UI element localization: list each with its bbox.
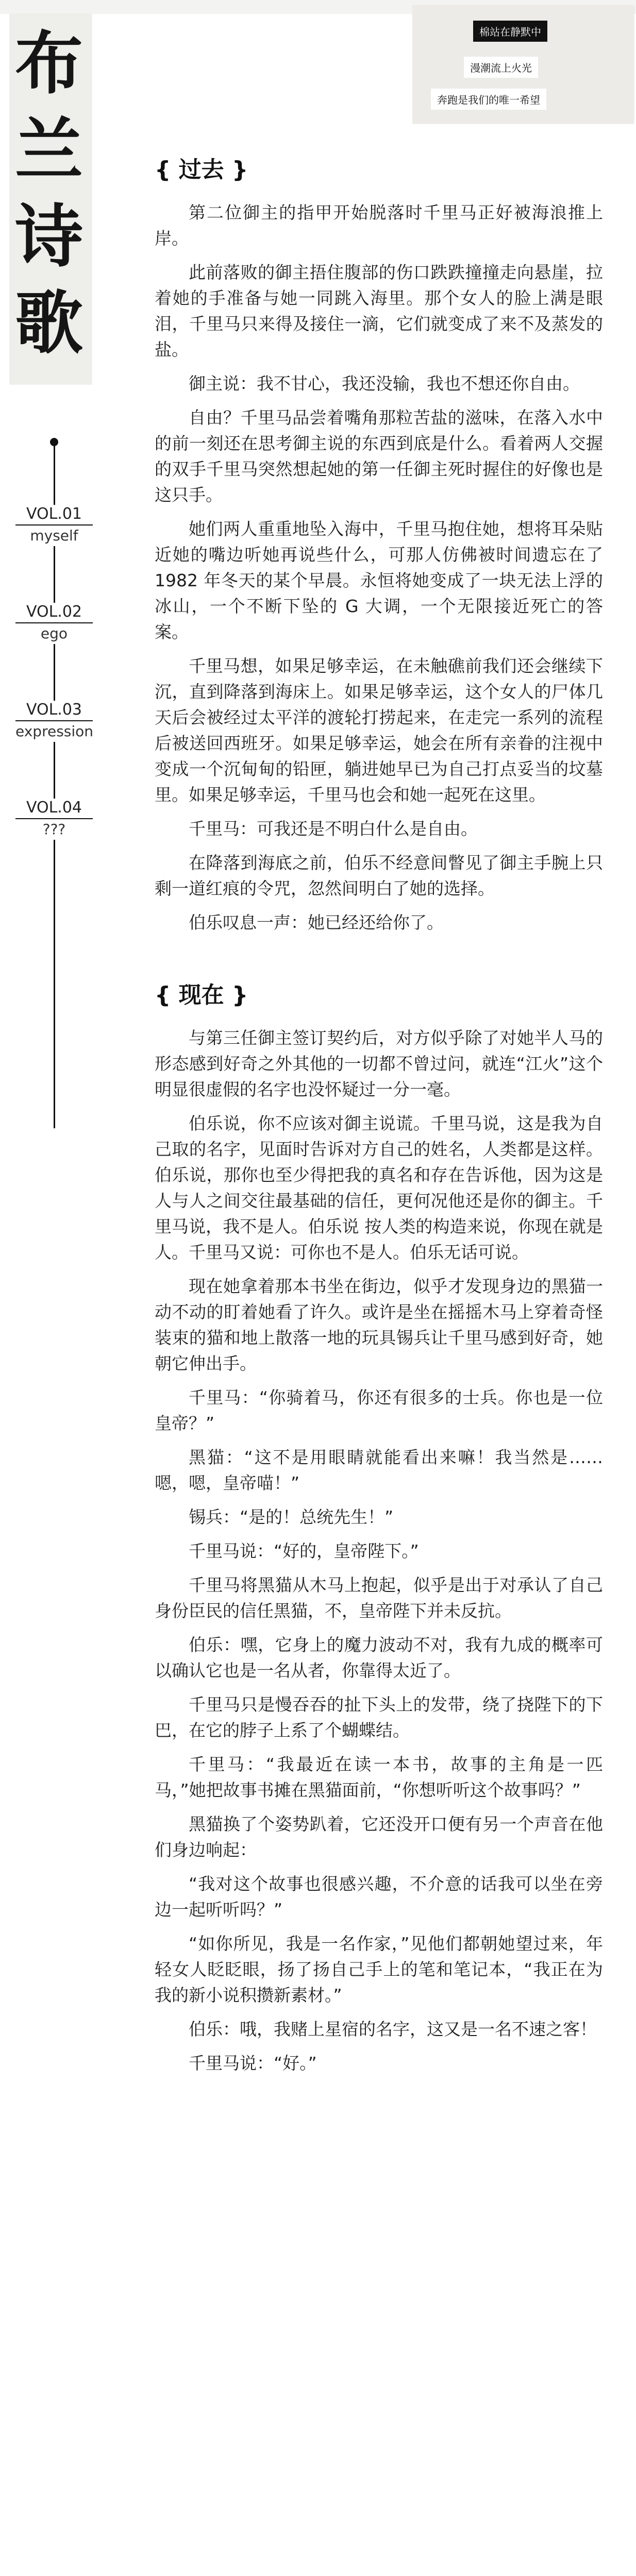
paragraph: 千里马想，如果足够幸运，在未触礁前我们还会继续下沉，直到降落到海床上。如果足够幸运，这个女人的尸体几天后会被经过太平洋的渡轮打捞起来，在走完一系列的流程后被送回西班牙。如果足够幸运，她会在所有亲眷的注视中变成一个沉甸甸的铅匣，躺进她早已为自己打点妥当的坟墓里。如果足够幸运，千里马也会和她一起死在这里。: [155, 656, 603, 805]
paragraph: 伯乐叹息一声：她已经还给你了。: [189, 912, 444, 933]
paragraph: 与第三任御主签订契约后，对方似乎除了对她半人马的形态感到好奇之外其他的一切都不曾过问，就连“江火”这个明显很虚假的名字也没怀疑过一分一毫。: [155, 1028, 603, 1099]
volume-label: VOL.03: [15, 701, 93, 721]
title-char: 兰: [15, 110, 83, 190]
title-char: 歌: [15, 283, 83, 363]
paragraph: 千里马只是慢吞吞的扯下头上的发带，绕了挠陛下的下巴，在它的脖子上系了个蝴蝶结。: [155, 1694, 603, 1740]
note-line: 棉站在静默中: [473, 21, 547, 42]
paragraph: 千里马：“我最近在读一本书，故事的主角是一匹马，”她把故事书摊在黑猫面前，“你想听听这个故事吗？”: [155, 1754, 603, 1800]
note-line: 漫潮流上火光: [464, 57, 538, 78]
section-divider: [155, 944, 603, 980]
paragraph: 伯乐：嘿，它身上的魔力波动不对，我有九成的概率可以确认它也是一名从者，你靠得太近了。: [155, 1635, 603, 1681]
volume-subtitle: ego: [40, 625, 68, 642]
paragraph: 千里马说：“好的，皇帝陛下。”: [189, 1541, 419, 1561]
paragraph: 锡兵：“是的！总统先生！”: [189, 1507, 394, 1527]
volume-timeline: [15, 438, 93, 1128]
paragraph: 黑猫换了个姿势趴着，它还没开口便有另一个声音在他们身边响起：: [155, 1814, 603, 1860]
timeline-dot-top: [50, 438, 58, 446]
volume-label: VOL.02: [15, 603, 93, 623]
volume-subtitle: ???: [42, 821, 66, 838]
paragraph: 伯乐说，你不应该对御主说谎。千里马说，这是我为自己取的名字，见面时告诉对方自己的姓名，人类都是这样。伯乐说，那你也至少得把我的真名和存在告诉他，因为这是人与人之间交往最基础的信任，更何况他还是你的御主。千里马说，我不是人。伯乐说 按人类的构造来说，你现在就是人。千里马又说：可你也不是人。伯乐无话可说。: [155, 1113, 603, 1262]
paragraph: “如你所见，我是一名作家，”见他们都朝她望过来，年轻女人眨眨眼，扬了扬自己手上的笔和笔记本，“我正在为我的新小说积攒新素材。”: [155, 1934, 603, 2005]
paragraph: 千里马将黑猫从木马上抱起，似乎是出于对承认了自己身份臣民的信任黑猫，不，皇帝陛下并未反抗。: [155, 1575, 603, 1621]
paragraph: 黑猫：“这不是用眼睛就能看出来嘛！我当然是……嗯，嗯，皇帝喵！”: [155, 1447, 603, 1493]
title-column: [10, 21, 88, 367]
timeline-node: [15, 701, 93, 742]
paragraph: 第二位御主的指甲开始脱落时千里马正好被海浪推上岸。: [155, 202, 603, 248]
paragraph: 千里马说：“好。”: [189, 2053, 317, 2073]
paragraph: 千里马：可我还是不明白什么是自由。: [189, 819, 478, 839]
main-text: [155, 155, 603, 2084]
timeline-node: [15, 799, 93, 840]
timeline-node: [15, 505, 93, 546]
paragraph: 在降落到海底之前，伯乐不经意间瞥见了御主手腕上只剩一道红痕的令咒，忽然间明白了她的选择。: [155, 853, 603, 899]
section-heading: { 过去 }: [155, 157, 248, 183]
paragraph: 此前落败的御主捂住腹部的伤口跌跌撞撞走向悬崖，拉着她的手准备与她一同跳入海里。那个女人的脸上满是眼泪，千里马只来得及接住一滴，它们就变成了来不及蒸发的盐。: [155, 262, 603, 360]
volume-label: VOL.04: [15, 799, 93, 819]
paragraph: 千里马：“你骑着马，你还有很多的士兵。你也是一位皇帝？”: [155, 1387, 603, 1433]
paragraph: 现在她拿着那本书坐在街边，似乎才发现身边的黑猫一动不动的盯着她看了许久。或许是坐在摇摇木马上穿着奇怪装束的猫和地上散落一地的玩具锡兵让千里马感到好奇，她朝它伸出手。: [155, 1276, 603, 1374]
title-char: 诗: [15, 197, 83, 277]
title-char: 布: [15, 24, 83, 104]
volume-label: VOL.01: [15, 505, 93, 526]
timeline-node: [15, 603, 93, 644]
volume-subtitle: myself: [30, 527, 78, 544]
paragraph: 伯乐：哦，我赌上星宿的名字，这又是一名不速之客！: [189, 2019, 597, 2039]
volume-subtitle: expression: [15, 723, 94, 740]
paragraph: 自由？千里马品尝着嘴角那粒苦盐的滋味，在落入水中的前一刻还在思考御主说的东西到底是什么。看着两人交握的双手千里马突然想起她的第一任御主死时握住的好像也是这只手。: [155, 408, 603, 505]
paragraph: 御主说：我不甘心，我还没输，我也不想还你自由。: [189, 374, 580, 394]
section-present: [155, 980, 603, 2076]
paragraph: “我对这个故事也很感兴趣，不介意的话我可以坐在旁边一起听听吗？”: [155, 1874, 603, 1920]
paragraph: 她们两人重重地坠入海中，千里马抱住她，想将耳朵贴近她的嘴边听她再说些什么，可那人仿佛被时间遗忘在了 1982 年冬天的某个早晨。永恒将她变成了一块无法上浮的冰山，一个不断下坠的 G 大调，一个无限接近死亡的答案。: [155, 519, 603, 642]
section-heading: { 现在 }: [155, 982, 248, 1008]
note-line: 奔跑是我们的唯一希望: [431, 89, 546, 110]
section-past: [155, 155, 603, 936]
